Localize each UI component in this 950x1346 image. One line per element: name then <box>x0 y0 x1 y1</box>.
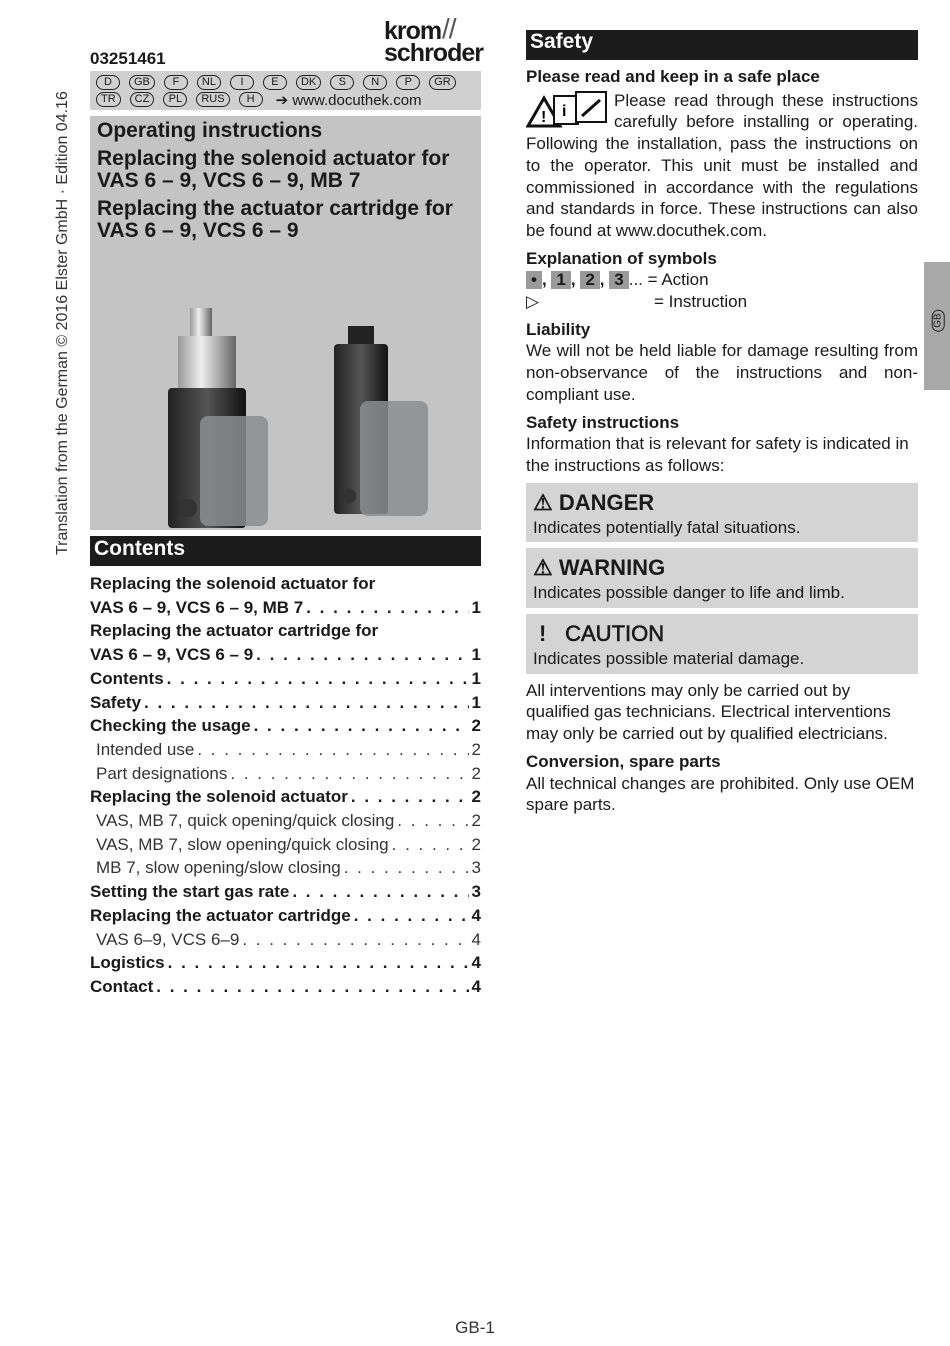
toc-label: VAS, MB 7, slow opening/quick closing <box>96 834 389 854</box>
language-dk[interactable]: DK <box>296 75 321 90</box>
toc-label: Setting the start gas rate <box>90 882 290 902</box>
interventions-text: All interventions may only be carried out by qualified gas technicians. Electrical interventions may only be carried out by qualified electricians. <box>526 680 891 744</box>
language-d[interactable]: D <box>96 75 120 90</box>
warning-manual-icon <box>526 90 608 128</box>
safety-instructions-text: Information that is relevant for safety is indicated in the instructions as follows: <box>526 434 909 475</box>
table-of-contents <box>90 572 481 999</box>
toc-entry[interactable] <box>90 928 481 952</box>
svg-text:i: i <box>562 102 567 120</box>
toc-leader <box>230 762 468 786</box>
svg-text:!: ! <box>541 108 547 126</box>
toc-page: 4 <box>471 953 481 973</box>
toc-leader <box>351 785 469 809</box>
safety-section <box>526 30 918 816</box>
warning-triangle-icon: ⚠ <box>533 555 553 581</box>
conversion-text: All technical changes are prohibited. Only use OEM spare parts. <box>526 773 915 815</box>
toc-page: 2 <box>471 834 481 854</box>
docuthek-link[interactable]: ➔ www.docuthek.com <box>275 91 422 109</box>
toc-page: 1 <box>471 597 481 617</box>
toc-entry[interactable] <box>90 714 481 738</box>
toc-leader <box>167 667 469 691</box>
exclamation-icon: ! <box>539 621 547 647</box>
toc-page: 2 <box>471 787 481 807</box>
toc-leader <box>156 975 468 999</box>
title-cartridge: Replacing the actuator cartridge for VAS 6 – 9, VCS 6 – 9 <box>97 197 453 242</box>
symbols-heading: Explanation of symbols <box>526 248 717 268</box>
toc-entry-line: Replacing the solenoid actuator for <box>90 574 376 593</box>
toc-page: 4 <box>471 905 481 925</box>
toc-leader <box>168 951 469 975</box>
language-cz[interactable]: CZ <box>130 92 155 107</box>
language-bar <box>90 71 481 110</box>
toc-label: Checking the usage <box>90 716 251 736</box>
toc-leader <box>392 833 469 857</box>
liability-text: We will not be held liable for damage resulting from non-observance of the instructions and non-compliant use. <box>526 341 918 404</box>
title-panel <box>90 116 481 530</box>
toc-leader <box>306 596 468 620</box>
toc-page: 3 <box>471 882 481 902</box>
toc-label: Safety <box>90 692 142 712</box>
language-e[interactable]: E <box>263 75 287 90</box>
toc-entry[interactable] <box>90 975 481 999</box>
language-i[interactable]: I <box>230 75 254 90</box>
toc-label: Replacing the solenoid actuator <box>90 787 348 807</box>
page-number: GB-1 <box>455 1318 495 1337</box>
toc-leader <box>256 643 468 667</box>
toc-entry[interactable] <box>90 691 481 715</box>
toc-entry[interactable] <box>90 904 481 928</box>
toc-page: 4 <box>471 976 481 996</box>
toc-label: Part designations <box>96 763 228 783</box>
toc-page: 2 <box>471 716 481 736</box>
read-heading: Please read and keep in a safe place <box>526 67 820 86</box>
language-side-tab: GB <box>924 262 950 390</box>
toc-page: 1 <box>471 645 481 665</box>
symbol-instruction-row: ▷ = Instruction <box>526 292 748 312</box>
toc-entry[interactable] <box>90 785 481 809</box>
toc-page: 3 <box>471 858 481 878</box>
toc-label: Contact <box>90 976 154 996</box>
language-tr[interactable]: TR <box>96 92 121 107</box>
toc-entry[interactable] <box>90 643 481 667</box>
toc-label: MB 7, slow opening/slow closing <box>96 858 341 878</box>
toc-entry-line: Replacing the actuator cartridge for <box>90 621 379 641</box>
language-nl[interactable]: NL <box>197 75 221 90</box>
danger-box: ⚠ DANGER Indicates potentially fatal situations. <box>526 483 918 543</box>
toc-page: 2 <box>471 811 481 831</box>
toc-entry[interactable] <box>90 809 481 833</box>
toc-label: Replacing the actuator cartridge <box>90 905 351 925</box>
edition-note: Translation from the German © 2016 Elster GmbH · Edition 04.16 <box>54 91 71 555</box>
toc-leader <box>254 714 469 738</box>
document-number: 03251461 <box>90 49 166 68</box>
conversion-heading: Conversion, spare parts <box>526 751 721 771</box>
toc-label: VAS 6 – 9, VCS 6 – 9 <box>90 645 254 665</box>
toc-leader <box>354 904 469 928</box>
toc-entry[interactable] <box>90 738 481 762</box>
logo: krom schroder // <box>384 13 483 67</box>
safety-instructions-heading: Safety instructions <box>526 412 680 432</box>
toc-page: 2 <box>471 763 481 783</box>
language-n[interactable]: N <box>363 75 387 90</box>
toc-label: VAS 6 – 9, VCS 6 – 9, MB 7 <box>90 597 304 617</box>
toc-entry[interactable] <box>90 762 481 786</box>
toc-label: Intended use <box>96 739 195 759</box>
toc-page: 4 <box>471 929 481 949</box>
toc-leader <box>197 738 468 762</box>
toc-entry[interactable] <box>90 596 481 620</box>
toc-leader <box>144 691 469 715</box>
toc-label: VAS, MB 7, quick opening/quick closing <box>96 811 395 831</box>
toc-entry[interactable] <box>90 856 481 880</box>
toc-entry[interactable] <box>90 833 481 857</box>
toc-entry[interactable] <box>90 667 481 691</box>
read-text: Please read through these instructions carefully before installing or operating. Following the installation, pass the instructions on to the operator. This unit must be installed and commissioned in accordance with the regulations and standards in force. These instructions can also be found at www.docuthek.com. <box>526 90 918 240</box>
toc-label: Contents <box>90 668 164 688</box>
toc-label: VAS 6–9, VCS 6–9 <box>96 929 240 949</box>
warning-triangle-icon: ⚠ <box>533 489 553 515</box>
contents-heading: Contents <box>90 536 481 566</box>
language-h[interactable]: H <box>239 92 263 107</box>
language-f[interactable]: F <box>164 75 188 90</box>
caution-box: ! CAUTION Indicates possible material damage. <box>526 614 918 674</box>
toc-page: 1 <box>471 692 481 712</box>
safety-heading: Safety <box>526 30 918 60</box>
title-operating: Operating instructions <box>97 119 323 142</box>
toc-leader <box>242 928 468 952</box>
toc-page: 1 <box>471 668 481 688</box>
toc-entry[interactable] <box>90 951 481 975</box>
toc-label: Logistics <box>90 953 165 973</box>
language-pl[interactable]: PL <box>163 92 187 107</box>
toc-page: 2 <box>471 739 481 759</box>
symbol-action-row: • , 1 , 2 , 3 ... = Action <box>526 269 918 291</box>
language-p[interactable]: P <box>396 75 420 90</box>
warning-box: ⚠ WARNING Indicates possible danger to life and limb. <box>526 548 918 608</box>
language-s[interactable]: S <box>330 75 354 90</box>
title-solenoid: Replacing the solenoid actuator for VAS 6 – 9, VCS 6 – 9, MB 7 <box>97 147 450 192</box>
toc-entry[interactable] <box>90 880 481 904</box>
language-gr[interactable]: GR <box>429 75 456 90</box>
toc-leader <box>292 880 468 904</box>
language-gb[interactable]: GB <box>129 75 155 90</box>
toc-leader <box>397 809 468 833</box>
toc-leader <box>344 856 469 880</box>
liability-heading: Liability <box>526 319 591 339</box>
language-rus[interactable]: RUS <box>196 92 229 107</box>
